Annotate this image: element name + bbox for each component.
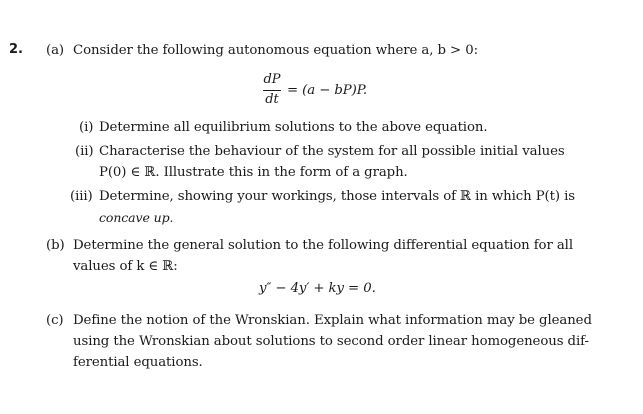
item-ii-line1: Characterise the behaviour of the system for all possible initial values	[99, 144, 565, 159]
part-c-label: (c)	[46, 313, 64, 328]
question-number: 2.	[9, 42, 23, 57]
part-b-line2: values of k ∈ ℝ:	[73, 259, 178, 274]
equation-fraction	[261, 72, 283, 108]
fraction-denominator: dt	[265, 92, 279, 107]
item-ii-label: (ii)	[75, 144, 94, 159]
part-c-line3: ferential equations.	[73, 355, 203, 370]
part-b-line1: Determine the general solution to the following differential equation for all	[73, 238, 573, 253]
fraction-bar	[263, 90, 281, 91]
part-a-label: (a)	[46, 43, 65, 58]
part-c-line2: using the Wronskian about solutions to second order linear homogeneous dif-	[73, 334, 589, 349]
part-a-intro: Consider the following autonomous equation where a, b > 0:	[73, 43, 478, 58]
item-iii-line1: Determine, showing your workings, those intervals of ℝ in which P(t) is	[99, 189, 575, 204]
item-ii-line2: P(0) ∈ ℝ. Illustrate this in the form of a graph.	[99, 165, 408, 180]
item-i-label: (i)	[79, 120, 94, 135]
equation-rhs: = (a − bP)P.	[287, 83, 368, 98]
fraction-numerator: dP	[263, 72, 281, 87]
part-c-line1: Define the notion of the Wronskian. Explain what information may be gleaned	[73, 313, 592, 328]
part-b-equation: y″ − 4y′ + ky = 0.	[259, 281, 376, 296]
item-iii-label: (iii)	[70, 189, 93, 204]
item-i-text: Determine all equilibrium solutions to the above equation.	[99, 120, 488, 135]
item-iii-line2: concave up.	[99, 210, 174, 225]
part-b-label: (b)	[46, 238, 65, 253]
